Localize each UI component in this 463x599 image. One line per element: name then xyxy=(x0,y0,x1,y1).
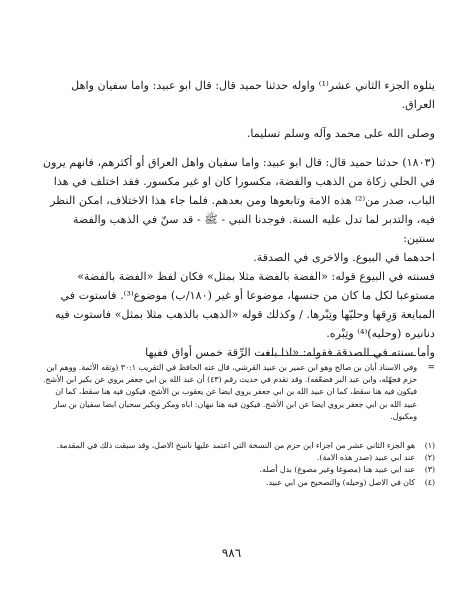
footnote-number: (٢) xyxy=(424,453,435,463)
footnote-item xyxy=(40,477,435,489)
page-number: ٩٨٦ xyxy=(221,546,242,560)
main-text xyxy=(40,76,435,362)
paragraph-sales-sunnah: فسنته في البيوع قوله: «الفضة بالفضة مثلا بمثل» فكان لفظ «الفضة بالفضة» مستوعبا لكل ما كان من جنسها، موضوعا أو غير (١٨٠/ب) موضوع⁽³⁾. فاستوت في المبايعة وَرِقها وحليّها وتِبْرها. / وكذلك قوله «الذهب بالذهب مثلا بمثل» فاستوت فيه دنانيره (وحليه)⁽⁴⁾ وتِبْره. xyxy=(55,270,435,340)
footnote-item xyxy=(40,452,435,464)
footnote-number: (١) xyxy=(424,441,435,450)
footnote-text: عند ابي عبيد هنا (مصوغا وغير مصوغ) بدل أصله. xyxy=(259,465,415,475)
footnote-text: كان في الاصل (وحيله) والتصحيح من ابي عبيد. xyxy=(265,477,415,487)
paragraph-charity-sunnah: وأما سنته في الصدقة فقوله: «اذا بلغت الرِّقة خمس أواق ففيها xyxy=(145,346,435,359)
footnote-continuation xyxy=(40,362,435,423)
continuation-text: وفي الاسناد أبان بن صالح وهو ابن عمير بن عبيد القرشي، قال عنه الحافظ في التقريب ٣٠:١ (وثقه الأئمة. ووهم ابن حزم فجهّله، وابن عبد البر فضعّفه). وقد تقدم في حديث رقم (٤٣) أن عبد الله بن ابي جعفر يروي عن بكير ابن الأشج. فيكون فيه هنا سقط، كما ان عبيد الله بن ابي جعفر يروي ايضا عن يعقوب بن الأشج، فيكون فيه هنا سقط، كما ان عبيد الله بن ابي جعفر يروي ايضا عن ابن الأشج. فيكون فيه هنا نبهان: اباه ومكر وبكير سحبان ابضا سفيان بن سار ومكبول. xyxy=(42,363,417,421)
footnote-item xyxy=(40,440,435,452)
footnote-divider xyxy=(260,355,416,356)
footnote-item xyxy=(40,464,435,476)
paragraph-hadith-1803: (١٨٠٣) حدثنا حميد قال: قال ابو عبيد: واما سفيان واهل العراق أو أكثرهم، فانهم يرون في الحلي زكاة من الذهب والفضة، مكسورا كان او غير مكسور. فقد اختلف في هذا الباب، صدر من⁽²⁾ هذه الامة وتابعوها ومن بعدهم. فلما جاء هذا الاختلاف، امكن النظر فيه، والتدبر لما تدل عليه السنة. فوجدنا النبي - ﷺ - قد سنّ في الذهب والفضة سنتين: xyxy=(42,156,435,245)
footnote-text: هو الجزء الثاني عشر من اجزاء ابن حزم من النسخة التي اعتمد عليها ناسخ الاصل، وقد سبقت ذلك في المقدمة. xyxy=(56,441,415,450)
paragraph-salutation: وصلى الله على محمد وآله وسلم تسليما. xyxy=(246,127,435,140)
paragraph-two-sunnahs: احدهما في البيوع. والاخرى في الصدقة. xyxy=(253,251,435,264)
footnote-text: عند ابي عبيد (صدر هذه الامة). xyxy=(316,453,415,463)
paragraph-end-of-part: يتلوه الجزء الثاني عشر⁽¹⁾ واوله حدثنا حميد قال: قال ابو عبيد: واما سفيان واهل العراق. xyxy=(71,79,435,111)
footnote-number: (٤) xyxy=(424,477,435,487)
footnote-number: (٣) xyxy=(424,465,435,475)
continuation-marker: = xyxy=(427,363,435,373)
footnotes-list xyxy=(40,440,435,489)
